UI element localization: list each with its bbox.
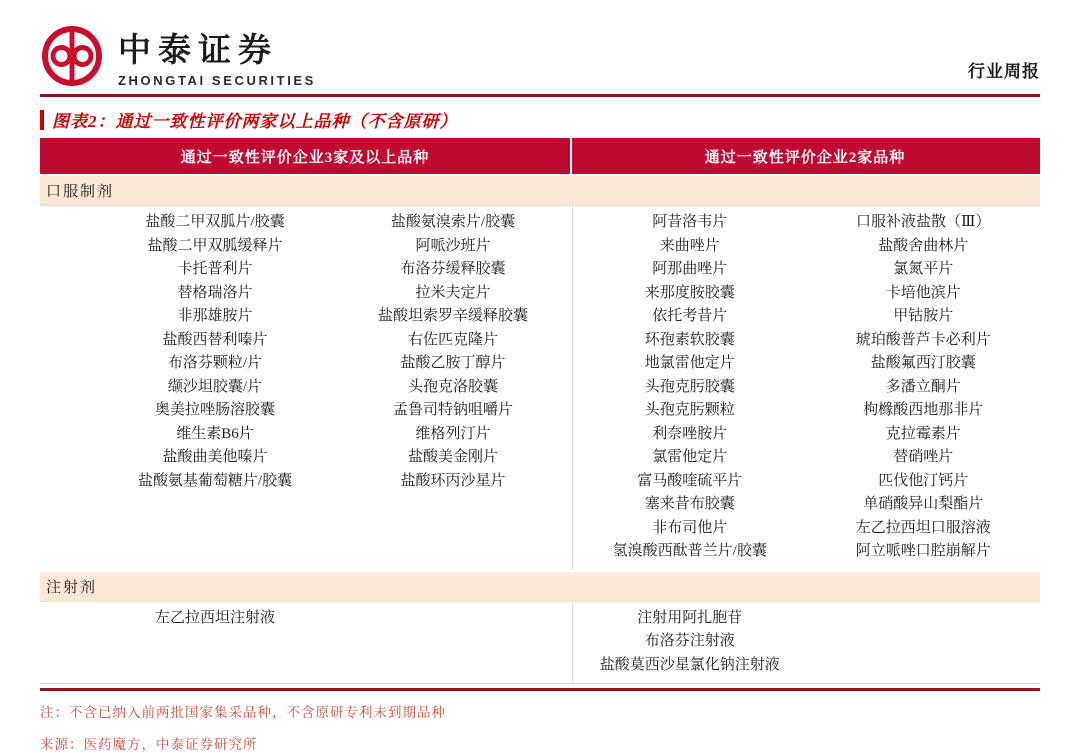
drug-item: 盐酸美金刚片 xyxy=(407,449,498,465)
drug-item: 富马酸喹硫平片 xyxy=(637,472,743,489)
drug-item: 头孢克肟胶囊 xyxy=(644,378,735,395)
drug-item: 匹伐他汀钙片 xyxy=(878,472,969,489)
drug-column-2 xyxy=(334,602,572,684)
drug-item: 氯雷他定片 xyxy=(652,449,728,465)
drug-item: 单硝酸异山梨酯片 xyxy=(863,496,984,512)
report-type-label: 行业周报 xyxy=(968,62,1040,81)
drug-item: 口服补液盐散（Ⅲ） xyxy=(856,214,991,230)
drug-item: 头孢克肟颗粒 xyxy=(644,402,735,418)
footnotes xyxy=(40,701,1040,753)
drug-item: 替硝唑片 xyxy=(893,449,954,465)
drug-column-1 xyxy=(96,602,334,684)
drug-item: 多潘立酮片 xyxy=(885,378,961,395)
drug-item: 甲钴胺片 xyxy=(893,308,954,324)
drug-item: 拉米夫定片 xyxy=(415,284,491,301)
drug-item: 阿那曲唑片 xyxy=(652,261,728,277)
drug-item: 维格列汀片 xyxy=(415,425,491,442)
drug-item: 氯氮平片 xyxy=(893,261,954,277)
drug-item: 维生素B6片 xyxy=(176,425,254,442)
drug-item: 来那度胺胶囊 xyxy=(644,284,735,301)
drug-item: 枸橼酸西地那非片 xyxy=(863,402,984,418)
header-divider xyxy=(40,94,1040,97)
drug-item: 盐酸舍曲林片 xyxy=(878,237,969,254)
drug-column-3 xyxy=(573,206,807,570)
drug-column-4 xyxy=(807,206,1041,570)
injection-left-half xyxy=(40,602,572,684)
drug-item: 地氯雷他定片 xyxy=(644,355,735,371)
drug-item: 塞来昔布胶囊 xyxy=(644,496,735,512)
drug-item: 阿昔洛韦片 xyxy=(652,214,728,230)
figure-title xyxy=(40,107,1040,132)
drug-item: 卡培他滨片 xyxy=(885,284,961,301)
table-header-row xyxy=(40,138,1040,174)
col-header-2: 通过一致性评价企业2家品种 xyxy=(704,149,906,166)
injection-drug-grid xyxy=(40,602,1040,684)
drug-column-2 xyxy=(334,206,572,570)
section-header-oral: 口服制剂 xyxy=(40,174,1040,206)
drug-item: 盐酸坦索罗辛缓释胶囊 xyxy=(377,308,528,324)
drug-item: 盐酸西替利嗪片 xyxy=(162,331,268,348)
drug-item: 布洛芬缓释胶囊 xyxy=(400,261,506,277)
table-bottom-rule xyxy=(40,688,1040,691)
drug-item: 盐酸氟西汀胶囊 xyxy=(870,355,976,371)
drug-item: 盐酸氨基葡萄糖片/胶囊 xyxy=(137,472,293,489)
drug-item: 非布司他片 xyxy=(652,519,728,536)
col-header-3plus: 通过一致性评价企业3家及以上品种 xyxy=(40,138,572,174)
drug-item: 盐酸环丙沙星片 xyxy=(400,472,506,489)
oral-left-half xyxy=(40,206,572,570)
drug-item: 阿哌沙班片 xyxy=(415,237,491,254)
drug-item: 阿立哌唑口腔崩解片 xyxy=(855,543,991,559)
drug-item: 盐酸莫西沙星氯化钠注射液 xyxy=(599,656,780,673)
drug-item: 氢溴酸西酞普兰片/胶囊 xyxy=(612,543,767,559)
drug-item: 克拉霉素片 xyxy=(885,425,961,442)
drug-item: 布洛芬注射液 xyxy=(644,633,735,649)
drug-item: 盐酸曲美他嗪片 xyxy=(162,449,268,465)
drug-column-3 xyxy=(573,602,807,684)
drug-item: 奥美拉唑肠溶胶囊 xyxy=(154,402,275,418)
drug-item: 盐酸乙胺丁醇片 xyxy=(400,355,506,371)
drug-item: 盐酸二甲双胍片/胶囊 xyxy=(145,214,285,230)
drug-item: 替格瑞洛片 xyxy=(177,284,253,301)
drug-item: 布洛芬颗粒/片 xyxy=(167,355,263,371)
source-line: 来源：医药魔方，中泰证券研究所 xyxy=(40,737,258,752)
drug-item: 盐酸二甲双胍缓释片 xyxy=(147,237,283,254)
drug-item: 依托考昔片 xyxy=(652,308,728,324)
drug-item: 缬沙坦胶囊/片 xyxy=(167,378,263,395)
drug-item: 环孢素软胶囊 xyxy=(644,331,735,348)
drug-item: 右佐匹克隆片 xyxy=(407,331,498,348)
drug-item: 头孢克洛胶囊 xyxy=(407,378,498,395)
drug-item: 非那雄胺片 xyxy=(177,308,253,324)
figure-title-text: 图表2：通过一致性评价两家以上品种（不含原研） xyxy=(52,112,458,131)
drug-column-1 xyxy=(96,206,334,570)
drug-item: 琥珀酸普芦卡必利片 xyxy=(855,331,991,348)
brand-name-en: ZHONGTAI SECURITIES xyxy=(118,73,316,88)
brand-text xyxy=(118,24,316,88)
drug-item: 左乙拉西坦注射液 xyxy=(154,609,275,626)
drug-item: 利奈唑胺片 xyxy=(652,425,728,442)
oral-right-half xyxy=(572,206,1040,570)
drug-item: 卡托普利片 xyxy=(177,261,253,277)
drug-item: 来曲唑片 xyxy=(659,237,720,254)
injection-right-half xyxy=(572,602,1040,684)
drug-item: 盐酸氨溴索片/胶囊 xyxy=(390,214,516,230)
zhongtai-logo-icon xyxy=(40,24,104,88)
brand-name-cn: 中泰证券 xyxy=(118,31,278,68)
section-header-injection: 注射剂 xyxy=(40,570,1040,602)
title-accent-bar xyxy=(40,110,44,130)
oral-drug-grid xyxy=(40,206,1040,570)
drug-item: 注射用阿扎胞苷 xyxy=(637,609,743,626)
drug-item: 左乙拉西坦口服溶液 xyxy=(855,519,991,536)
page-header xyxy=(40,0,1040,88)
brand xyxy=(40,24,316,88)
drug-item: 孟鲁司特钠咀嚼片 xyxy=(392,402,513,418)
conformity-evaluation-table xyxy=(40,138,1040,684)
drug-column-4 xyxy=(807,602,1041,684)
note-line: 注：不含已纳入前两批国家集采品种，不含原研专利未到期品种 xyxy=(40,705,446,720)
